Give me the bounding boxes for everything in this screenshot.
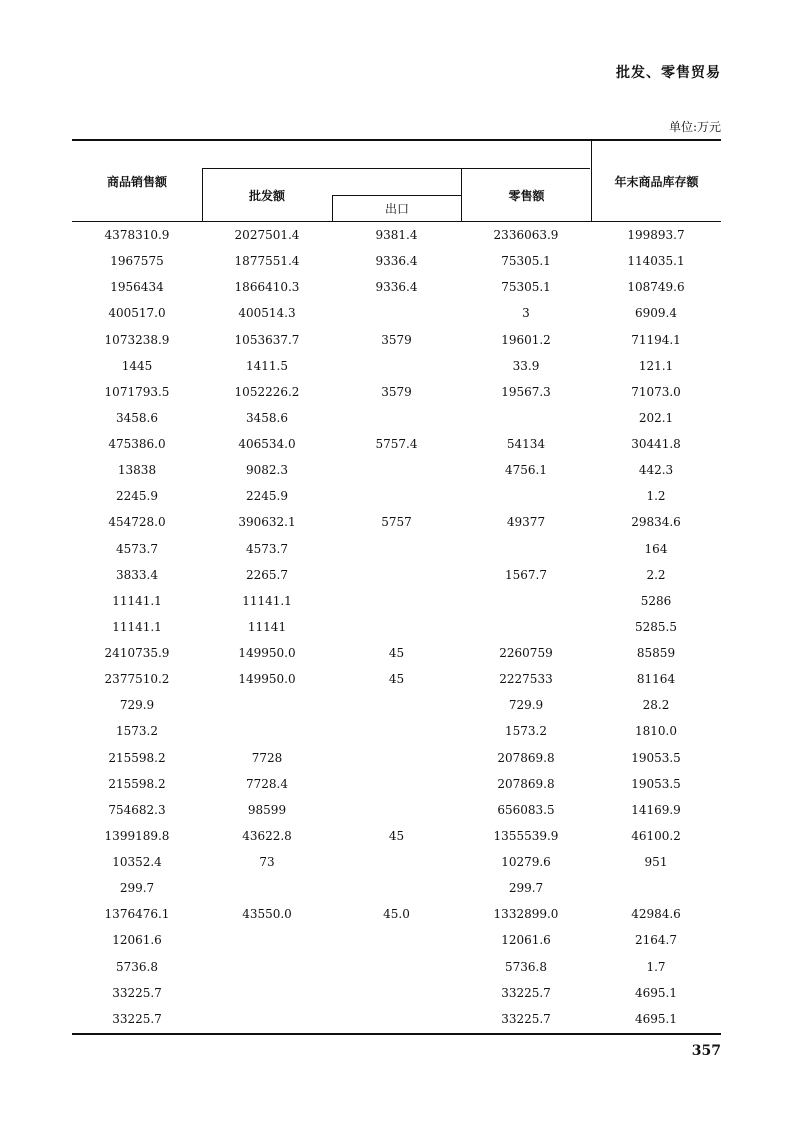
wholesale-cell: 9082.3 bbox=[246, 463, 288, 478]
export-cell bbox=[332, 1006, 461, 1032]
retail-cell: 4756.1 bbox=[505, 463, 547, 478]
retail-cell: 1573.2 bbox=[505, 724, 547, 739]
export-cell: 45 bbox=[388, 646, 405, 660]
sales-cell: 215598.2 bbox=[108, 776, 166, 791]
table-row bbox=[72, 901, 721, 927]
sales-cell: 2377510.2 bbox=[104, 672, 170, 687]
table-row bbox=[72, 666, 721, 692]
inventory-cell: 5285.5 bbox=[635, 619, 677, 634]
table-row bbox=[72, 927, 721, 953]
export-cell: 5757.4 bbox=[375, 437, 418, 451]
retail-cell: 1567.7 bbox=[505, 567, 547, 582]
export-cell: 45 bbox=[388, 672, 405, 687]
wholesale-cell bbox=[202, 954, 332, 980]
inventory-cell: 199893.7 bbox=[627, 228, 685, 242]
table-row bbox=[72, 431, 721, 457]
inventory-cell: 4695.1 bbox=[635, 985, 677, 1000]
retail-cell: 1332899.0 bbox=[493, 907, 559, 922]
wholesale-cell bbox=[202, 718, 332, 744]
table-row bbox=[72, 274, 721, 300]
retail-cell: 5736.8 bbox=[505, 959, 547, 974]
wholesale-cell: 3458.6 bbox=[246, 410, 288, 425]
table-bottom-rule bbox=[72, 1033, 721, 1035]
sales-cell: 4573.7 bbox=[116, 541, 158, 556]
export-cell bbox=[332, 457, 461, 483]
inventory-cell: 1.2 bbox=[646, 489, 666, 504]
table-row bbox=[72, 1006, 721, 1032]
inventory-cell: 4695.1 bbox=[635, 1011, 677, 1026]
page-number: 357 bbox=[691, 1043, 721, 1059]
retail-cell: 33225.7 bbox=[501, 1011, 551, 1026]
export-cell: 45 bbox=[388, 828, 405, 843]
table-row bbox=[72, 483, 721, 509]
inventory-cell: 42984.6 bbox=[631, 907, 681, 922]
table-body bbox=[72, 222, 721, 1032]
wholesale-cell: 11141 bbox=[247, 619, 287, 634]
export-cell bbox=[332, 588, 461, 614]
inventory-cell: 85859 bbox=[636, 646, 676, 660]
sales-cell: 1399189.8 bbox=[104, 828, 170, 843]
column-header-retail: 零售额 bbox=[508, 188, 545, 203]
column-header-export: 出口 bbox=[384, 202, 409, 216]
sales-cell: 33225.7 bbox=[112, 1011, 162, 1026]
table-row bbox=[72, 771, 721, 797]
table-row bbox=[72, 405, 721, 431]
sales-cell: 1967575 bbox=[110, 254, 164, 269]
wholesale-cell: 43622.8 bbox=[242, 828, 292, 843]
export-cell bbox=[332, 483, 461, 509]
sales-cell: 33225.7 bbox=[112, 985, 162, 1000]
retail-cell: 54134 bbox=[506, 437, 546, 451]
wholesale-cell: 1866410.3 bbox=[234, 280, 300, 295]
retail-cell: 2227533 bbox=[499, 672, 553, 687]
retail-cell bbox=[461, 483, 591, 509]
retail-cell: 729.9 bbox=[508, 698, 544, 713]
inventory-cell: 6909.4 bbox=[635, 306, 677, 321]
export-cell bbox=[332, 849, 461, 875]
retail-cell bbox=[461, 614, 591, 640]
table-row bbox=[72, 745, 721, 771]
wholesale-cell: 400514.3 bbox=[238, 306, 296, 321]
retail-cell: 19567.3 bbox=[501, 384, 551, 399]
retail-cell: 2260759 bbox=[499, 646, 553, 660]
retail-cell: 12061.6 bbox=[501, 933, 551, 948]
retail-cell: 75305.1 bbox=[501, 280, 551, 295]
table-row bbox=[72, 379, 721, 405]
inventory-cell: 71073.0 bbox=[631, 384, 681, 399]
inventory-cell: 1810.0 bbox=[635, 724, 677, 739]
wholesale-cell: 390632.1 bbox=[238, 515, 296, 530]
wholesale-cell: 149950.0 bbox=[238, 672, 296, 687]
inventory-cell: 29834.6 bbox=[631, 515, 681, 530]
table-row bbox=[72, 457, 721, 483]
sales-cell: 10352.4 bbox=[112, 855, 162, 869]
retail-cell bbox=[461, 405, 591, 431]
sales-cell: 2410735.9 bbox=[104, 646, 170, 660]
export-cell bbox=[332, 353, 461, 379]
export-cell bbox=[332, 405, 461, 431]
wholesale-cell: 73 bbox=[259, 855, 275, 869]
inventory-cell bbox=[591, 875, 721, 901]
wholesale-cell: 2265.7 bbox=[246, 567, 288, 582]
table-row bbox=[72, 353, 721, 379]
wholesale-cell: 1053637.7 bbox=[234, 332, 300, 347]
export-cell: 9336.4 bbox=[375, 280, 418, 295]
table-row bbox=[72, 509, 721, 535]
table-row bbox=[72, 614, 721, 640]
sales-cell: 454728.0 bbox=[108, 515, 166, 530]
retail-cell: 656083.5 bbox=[497, 802, 555, 817]
column-header-wholesale: 批发额 bbox=[248, 188, 285, 203]
wholesale-cell bbox=[202, 980, 332, 1006]
unit-label: 单位:万元 bbox=[668, 120, 721, 134]
export-cell bbox=[332, 954, 461, 980]
sales-cell: 1073238.9 bbox=[104, 332, 170, 347]
inventory-cell: 1.7 bbox=[646, 959, 666, 974]
sales-cell: 400517.0 bbox=[108, 306, 166, 321]
retail-cell: 1355539.9 bbox=[493, 828, 559, 843]
column-header-sales: 商品销售额 bbox=[106, 174, 167, 189]
sales-cell: 4378310.9 bbox=[104, 228, 170, 242]
table-row bbox=[72, 588, 721, 614]
sales-cell: 729.9 bbox=[119, 698, 155, 713]
export-cell: 45.0 bbox=[383, 907, 410, 922]
retail-cell: 33225.7 bbox=[501, 985, 551, 1000]
retail-cell: 49377 bbox=[506, 515, 546, 530]
table-row bbox=[72, 222, 721, 248]
sales-cell: 1573.2 bbox=[116, 724, 158, 739]
inventory-cell: 108749.6 bbox=[627, 280, 685, 295]
inventory-cell: 19053.5 bbox=[631, 750, 681, 765]
table-row bbox=[72, 823, 721, 849]
wholesale-cell: 4573.7 bbox=[246, 541, 288, 556]
export-cell bbox=[332, 875, 461, 901]
inventory-cell: 28.2 bbox=[642, 698, 670, 713]
export-cell bbox=[332, 927, 461, 953]
inventory-cell: 2.2 bbox=[646, 567, 666, 582]
export-cell bbox=[332, 692, 461, 718]
inventory-cell: 114035.1 bbox=[627, 254, 685, 269]
table-row bbox=[72, 980, 721, 1006]
table-row bbox=[72, 327, 721, 353]
wholesale-cell: 149950.0 bbox=[238, 646, 296, 660]
inventory-cell: 442.3 bbox=[638, 463, 674, 478]
table-row bbox=[72, 849, 721, 875]
export-cell: 5757 bbox=[381, 515, 412, 530]
inventory-cell: 951 bbox=[644, 855, 668, 869]
wholesale-cell: 43550.0 bbox=[242, 907, 292, 922]
wholesale-cell: 7728 bbox=[251, 750, 283, 765]
export-cell: 9381.4 bbox=[375, 228, 418, 242]
export-cell bbox=[332, 718, 461, 744]
wholesale-cell: 2027501.4 bbox=[234, 228, 300, 242]
sales-cell: 3458.6 bbox=[116, 410, 158, 425]
table-row bbox=[72, 248, 721, 274]
sales-cell: 12061.6 bbox=[112, 933, 162, 948]
export-cell bbox=[332, 300, 461, 326]
export-cell: 3579 bbox=[381, 384, 412, 399]
sales-cell: 5736.8 bbox=[116, 959, 158, 974]
export-cell bbox=[332, 562, 461, 588]
export-cell bbox=[332, 614, 461, 640]
table-row bbox=[72, 797, 721, 823]
sales-cell: 1956434 bbox=[110, 280, 164, 295]
section-title: 批发、零售贸易 bbox=[616, 65, 721, 81]
inventory-cell: 71194.1 bbox=[631, 332, 681, 347]
sales-cell: 215598.2 bbox=[108, 750, 166, 765]
retail-cell: 3 bbox=[522, 306, 530, 321]
wholesale-cell bbox=[202, 1006, 332, 1032]
table-row bbox=[72, 562, 721, 588]
retail-cell: 75305.1 bbox=[501, 254, 551, 269]
retail-cell: 207869.8 bbox=[497, 750, 555, 765]
wholesale-cell: 406534.0 bbox=[238, 437, 296, 451]
wholesale-cell: 98599 bbox=[247, 802, 287, 817]
export-cell: 3579 bbox=[381, 332, 412, 347]
table-row bbox=[72, 954, 721, 980]
inventory-cell: 81164 bbox=[636, 672, 676, 687]
wholesale-cell bbox=[202, 927, 332, 953]
table-row bbox=[72, 536, 721, 562]
inventory-cell: 19053.5 bbox=[631, 776, 681, 791]
sales-cell: 3833.4 bbox=[116, 567, 158, 582]
export-cell bbox=[332, 980, 461, 1006]
retail-cell: 10279.6 bbox=[501, 855, 551, 869]
retail-cell: 2336063.9 bbox=[493, 228, 559, 242]
inventory-cell: 164 bbox=[644, 541, 668, 556]
retail-cell: 207869.8 bbox=[497, 776, 555, 791]
inventory-cell: 46100.2 bbox=[631, 828, 681, 843]
table-row bbox=[72, 875, 721, 901]
inventory-cell: 14169.9 bbox=[631, 802, 681, 817]
inventory-cell: 5286 bbox=[640, 593, 672, 608]
inventory-cell: 2164.7 bbox=[635, 933, 677, 948]
sales-cell: 1445 bbox=[121, 358, 153, 373]
sales-cell: 475386.0 bbox=[108, 437, 166, 451]
inventory-cell: 121.1 bbox=[638, 358, 674, 373]
wholesale-cell: 7728.4 bbox=[246, 776, 288, 791]
export-cell: 9336.4 bbox=[375, 254, 418, 269]
retail-cell bbox=[461, 536, 591, 562]
table-row bbox=[72, 300, 721, 326]
export-cell bbox=[332, 771, 461, 797]
inventory-cell: 202.1 bbox=[638, 410, 674, 425]
sales-cell: 11141.1 bbox=[112, 619, 162, 634]
inventory-cell: 30441.8 bbox=[631, 437, 681, 451]
sales-cell: 1376476.1 bbox=[104, 907, 170, 922]
export-cell bbox=[332, 797, 461, 823]
export-cell bbox=[332, 745, 461, 771]
table-row bbox=[72, 692, 721, 718]
wholesale-cell: 1411.5 bbox=[246, 358, 288, 373]
sales-cell: 299.7 bbox=[119, 881, 155, 896]
wholesale-cell bbox=[202, 692, 332, 718]
retail-cell: 299.7 bbox=[508, 881, 544, 896]
retail-cell bbox=[461, 588, 591, 614]
wholesale-cell: 1877551.4 bbox=[234, 254, 300, 269]
wholesale-cell bbox=[202, 875, 332, 901]
sales-cell: 11141.1 bbox=[112, 593, 162, 608]
sales-cell: 1071793.5 bbox=[104, 384, 170, 399]
column-header-inventory: 年末商品库存额 bbox=[614, 174, 699, 189]
table-row bbox=[72, 718, 721, 744]
wholesale-cell: 2245.9 bbox=[246, 489, 288, 504]
sales-cell: 13838 bbox=[117, 463, 157, 478]
sales-cell: 754682.3 bbox=[108, 802, 166, 817]
sales-cell: 2245.9 bbox=[116, 489, 158, 504]
wholesale-cell: 11141.1 bbox=[242, 593, 292, 608]
retail-cell: 19601.2 bbox=[501, 332, 551, 347]
retail-cell: 33.9 bbox=[512, 358, 540, 373]
export-cell bbox=[332, 536, 461, 562]
table-row bbox=[72, 640, 721, 666]
wholesale-cell: 1052226.2 bbox=[234, 384, 300, 399]
